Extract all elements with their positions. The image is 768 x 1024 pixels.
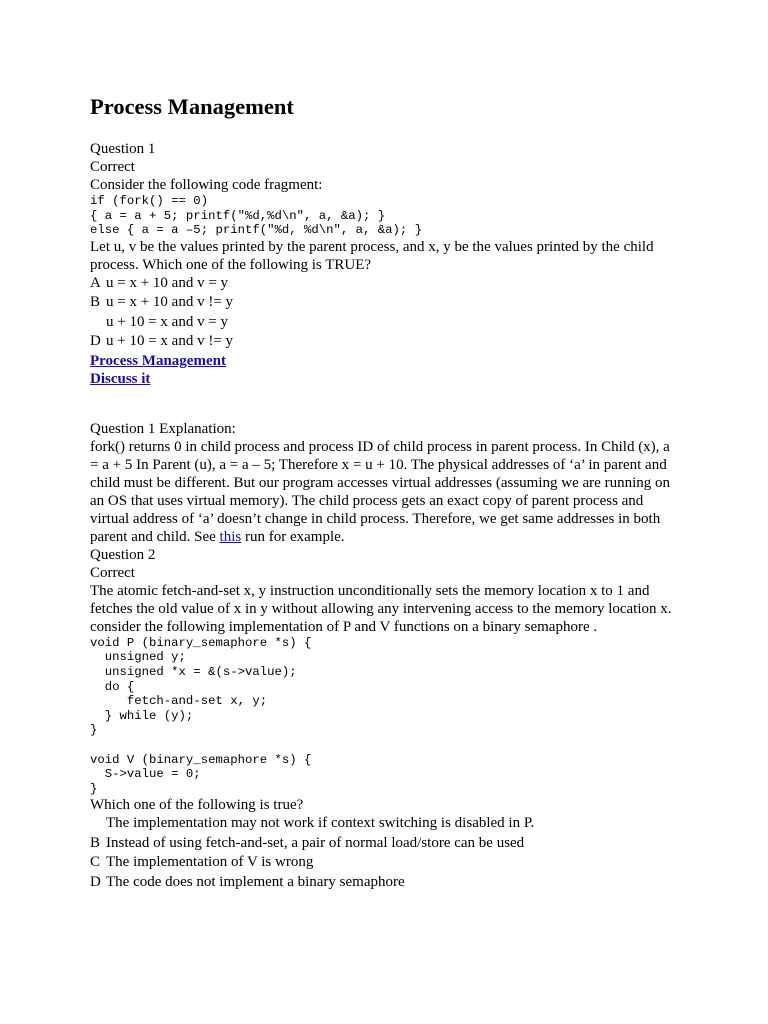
code-line: }: [90, 781, 98, 796]
option-letter: D: [90, 873, 101, 890]
option-letter: D: [90, 333, 101, 350]
question-1-text: Let u, v be the values printed by the parent process, and x, y be the values printed by the child: [90, 238, 654, 255]
answer-option[interactable]: [90, 853, 680, 873]
explanation-line: virtual address of ‘a’ doesn’t change in child process. Therefore, we get same addresses in both: [90, 510, 661, 527]
code-line: void P (binary_semaphore *s) {: [90, 635, 312, 650]
option-letter: [90, 313, 106, 333]
option-letter: B: [90, 294, 101, 311]
question-2-label: Question 2: [90, 546, 156, 563]
option-letter: B: [90, 834, 101, 851]
answer-option[interactable]: [90, 274, 680, 294]
question-2-text: fetches the old value of x in y without allowing any intervening access to the memory location x.: [90, 600, 672, 617]
code-line: void V (binary_semaphore *s) {: [90, 752, 312, 767]
option-letter: C: [90, 854, 101, 871]
answer-option[interactable]: [90, 332, 680, 352]
code-line: unsigned y;: [90, 650, 186, 665]
explanation-line: = a + 5 In Parent (u), a = a – 5; Therefore x = u + 10. The physical addresses of ‘a’ in parent and: [90, 456, 667, 473]
question-1-status: Correct: [90, 159, 135, 175]
explanation-text: parent and child. See: [90, 528, 220, 545]
answer-option[interactable]: [90, 834, 680, 854]
code-line: } while (y);: [90, 708, 194, 723]
question-2-prompt: Which one of the following is true?: [90, 797, 304, 814]
answer-option[interactable]: [90, 313, 680, 333]
code-line: fetch-and-set x, y;: [90, 694, 268, 709]
discuss-link[interactable]: Discuss it: [90, 370, 151, 387]
explanation-heading: Question 1 Explanation:: [90, 420, 236, 437]
example-run-link[interactable]: this: [219, 528, 242, 545]
option-text: u + 10 = x and v != y: [106, 333, 234, 350]
option-text: Instead of using fetch-and-set, a pair of normal load/store can be used: [106, 834, 525, 851]
page-title: Process Management: [90, 94, 294, 119]
explanation-line-last: [90, 528, 680, 546]
answer-option[interactable]: [90, 293, 680, 313]
option-text: u = x + 10 and v = y: [106, 274, 229, 291]
option-text: The code does not implement a binary semaphore: [106, 873, 405, 890]
question-2-status: Correct: [90, 564, 135, 581]
code-line: if (fork() == 0): [90, 194, 209, 208]
question-1-text: process. Which one of the following is TRUE?: [90, 256, 372, 273]
option-letter: [90, 814, 106, 834]
code-line: { a = a + 5; printf("%d,%d\n", a, &a); }: [90, 208, 386, 223]
question-2-text: consider the following implementation of P and V functions on a binary semaphore .: [90, 618, 598, 635]
explanation-line: an OS that uses virtual memory). The child process gets an exact copy of parent process and: [90, 492, 644, 509]
spacer: [90, 388, 680, 420]
code-line: }: [90, 723, 98, 738]
code-line: S->value = 0;: [90, 767, 201, 782]
code-line: unsigned *x = &(s->value);: [90, 664, 297, 679]
spacer: [90, 738, 680, 753]
option-text: The implementation may not work if context switching is disabled in P.: [106, 815, 535, 832]
code-line: do {: [90, 679, 135, 694]
code-line: else { a = a –5; printf("%d, %d\n", a, &a); }: [90, 223, 423, 238]
answer-option[interactable]: [90, 873, 680, 893]
answer-option[interactable]: [90, 814, 680, 834]
question-1-label: Question 1: [90, 141, 156, 157]
option-text: The implementation of V is wrong: [106, 854, 314, 871]
explanation-text: run for example.: [241, 528, 345, 545]
option-text: u + 10 = x and v = y: [106, 313, 229, 330]
option-text: u = x + 10 and v != y: [106, 294, 234, 311]
topic-link[interactable]: Process Management: [90, 352, 226, 369]
explanation-line: fork() returns 0 in child process and process ID of child process in parent process. In Child (x), a: [90, 438, 670, 455]
question-2-text: The atomic fetch-and-set x, y instruction unconditionally sets the memory location x to 1 and: [90, 582, 650, 599]
question-1-intro: Consider the following code fragment:: [90, 177, 323, 193]
option-letter: A: [90, 274, 101, 291]
explanation-line: child must be different. But our program accesses virtual addresses (assuming we are running on: [90, 474, 670, 491]
document-body: [90, 92, 680, 892]
